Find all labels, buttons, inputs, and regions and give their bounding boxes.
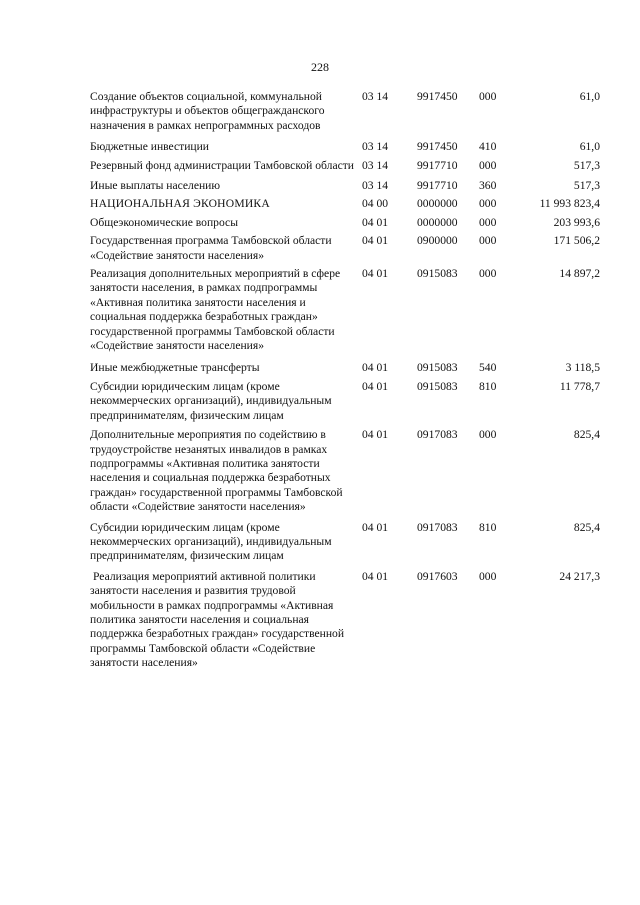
row-name: Субсидии юридическим лицам (кроме некоммерческих организаций), индивидуальным предпринимателям, физическим лицам bbox=[90, 520, 332, 563]
table-row bbox=[90, 197, 600, 211]
row-section-code: 04 01 bbox=[362, 379, 389, 393]
row-target-code: 0915083 bbox=[417, 379, 458, 393]
row-expense-code: 540 bbox=[479, 360, 497, 374]
row-target-code: 0917083 bbox=[417, 520, 458, 534]
row-target-code: 0000000 bbox=[417, 215, 458, 229]
row-expense-code: 360 bbox=[479, 179, 497, 193]
table-row bbox=[90, 234, 600, 263]
table-row bbox=[90, 216, 600, 230]
row-sum: 61,0 bbox=[579, 140, 600, 154]
row-section-code: 03 14 bbox=[362, 179, 389, 193]
row-section-code: 04 01 bbox=[362, 520, 389, 534]
row-section-code: 04 01 bbox=[362, 234, 389, 248]
row-name: Субсидии юридическим лицам (кроме некоммерческих организаций), индивидуальным предпринимателям, физическим лицам bbox=[90, 379, 332, 422]
row-target-code: 9917710 bbox=[417, 179, 458, 193]
row-sum: 203 993,6 bbox=[553, 215, 600, 229]
row-target-code: 0917603 bbox=[417, 569, 458, 583]
row-target-code: 0000000 bbox=[417, 197, 458, 211]
row-name: Государственная программа Тамбовской области «Содействие занятости населения» bbox=[90, 234, 332, 262]
table-row bbox=[90, 380, 600, 423]
table-row bbox=[90, 521, 600, 564]
row-name: Реализация мероприятий активной политики занятости населения и развития трудовой мобильности в рамках подпрограммы «Активная политика занятости населения и социальная поддержка безработных граждан» государственной программы Тамбовской области «Содействие занятости населения» bbox=[90, 569, 345, 670]
row-name: Резервный фонд администрации Тамбовской области bbox=[90, 158, 355, 172]
row-expense-code: 410 bbox=[479, 140, 497, 154]
row-section-code: 04 01 bbox=[362, 360, 389, 374]
row-expense-code: 000 bbox=[479, 90, 497, 103]
row-target-code: 9917710 bbox=[417, 158, 458, 172]
row-sum: 24 217,3 bbox=[559, 569, 600, 583]
row-sum: 517,3 bbox=[573, 158, 600, 172]
row-name: Создание объектов социальной, коммунальной инфраструктуры и объектов общегражданского назначения в рамках непрограммных расходов bbox=[90, 90, 325, 132]
row-expense-code: 000 bbox=[479, 158, 497, 172]
row-expense-code: 000 bbox=[479, 234, 497, 248]
table-row bbox=[90, 140, 600, 154]
row-section-code: 03 14 bbox=[362, 158, 389, 172]
table-row bbox=[90, 570, 600, 671]
row-name: Реализация дополнительных мероприятий в сфере занятости населения, в рамках подпрограммы «Активная политика занятости населения и социальная поддержка безработных граждан» государственной программы Тамбовской области «Содействие занятости населения» bbox=[90, 267, 341, 353]
row-expense-code: 000 bbox=[479, 569, 497, 583]
row-expense-code: 810 bbox=[479, 379, 497, 393]
row-sum: 825,4 bbox=[573, 428, 600, 442]
row-target-code: 0915083 bbox=[417, 267, 458, 281]
row-target-code: 9917450 bbox=[417, 90, 458, 103]
row-sum: 11 993 823,4 bbox=[539, 197, 600, 211]
table-row bbox=[90, 159, 600, 173]
row-expense-code: 810 bbox=[479, 520, 497, 534]
row-section-code: 03 14 bbox=[362, 140, 389, 154]
table-row bbox=[90, 428, 600, 514]
row-section-code: 04 00 bbox=[362, 197, 389, 211]
row-target-code: 0917083 bbox=[417, 428, 458, 442]
row-sum: 517,3 bbox=[573, 179, 600, 193]
page-number: 228 bbox=[311, 60, 329, 74]
table-row bbox=[90, 90, 600, 133]
row-name: Общеэкономические вопросы bbox=[90, 215, 238, 229]
row-sum: 11 778,7 bbox=[559, 379, 600, 393]
row-name: Дополнительные мероприятия по содействию в трудоустройстве незанятых инвалидов в рамках подпрограммы «Активная политика занятости населения и социальная поддержка безработных граждан» государственной программы Тамбовской области «Содействие занятости населения» bbox=[90, 428, 343, 514]
row-sum: 825,4 bbox=[573, 520, 600, 534]
row-section-code: 04 01 bbox=[362, 215, 389, 229]
budget-table bbox=[90, 90, 600, 671]
row-sum: 14 897,2 bbox=[559, 267, 600, 281]
row-expense-code: 000 bbox=[479, 215, 497, 229]
row-sum: 61,0 bbox=[579, 90, 600, 103]
row-name: Иные межбюджетные трансферты bbox=[90, 360, 260, 374]
row-expense-code: 000 bbox=[479, 197, 497, 211]
row-target-code: 0900000 bbox=[417, 234, 458, 248]
row-section-code: 04 01 bbox=[362, 569, 389, 583]
row-expense-code: 000 bbox=[479, 267, 497, 281]
row-target-code: 0915083 bbox=[417, 360, 458, 374]
table-row bbox=[90, 267, 600, 353]
row-name: Бюджетные инвестиции bbox=[90, 140, 210, 154]
row-target-code: 9917450 bbox=[417, 140, 458, 154]
row-section-code: 04 01 bbox=[362, 267, 389, 281]
row-expense-code: 000 bbox=[479, 428, 497, 442]
row-name: Иные выплаты населению bbox=[90, 179, 221, 193]
row-sum: 3 118,5 bbox=[565, 360, 600, 374]
row-sum: 171 506,2 bbox=[553, 234, 600, 248]
table-row bbox=[90, 179, 600, 193]
row-name: НАЦИОНАЛЬНАЯ ЭКОНОМИКА bbox=[90, 197, 270, 211]
table-row bbox=[90, 361, 600, 375]
row-section-code: 03 14 bbox=[362, 90, 389, 103]
row-section-code: 04 01 bbox=[362, 428, 389, 442]
